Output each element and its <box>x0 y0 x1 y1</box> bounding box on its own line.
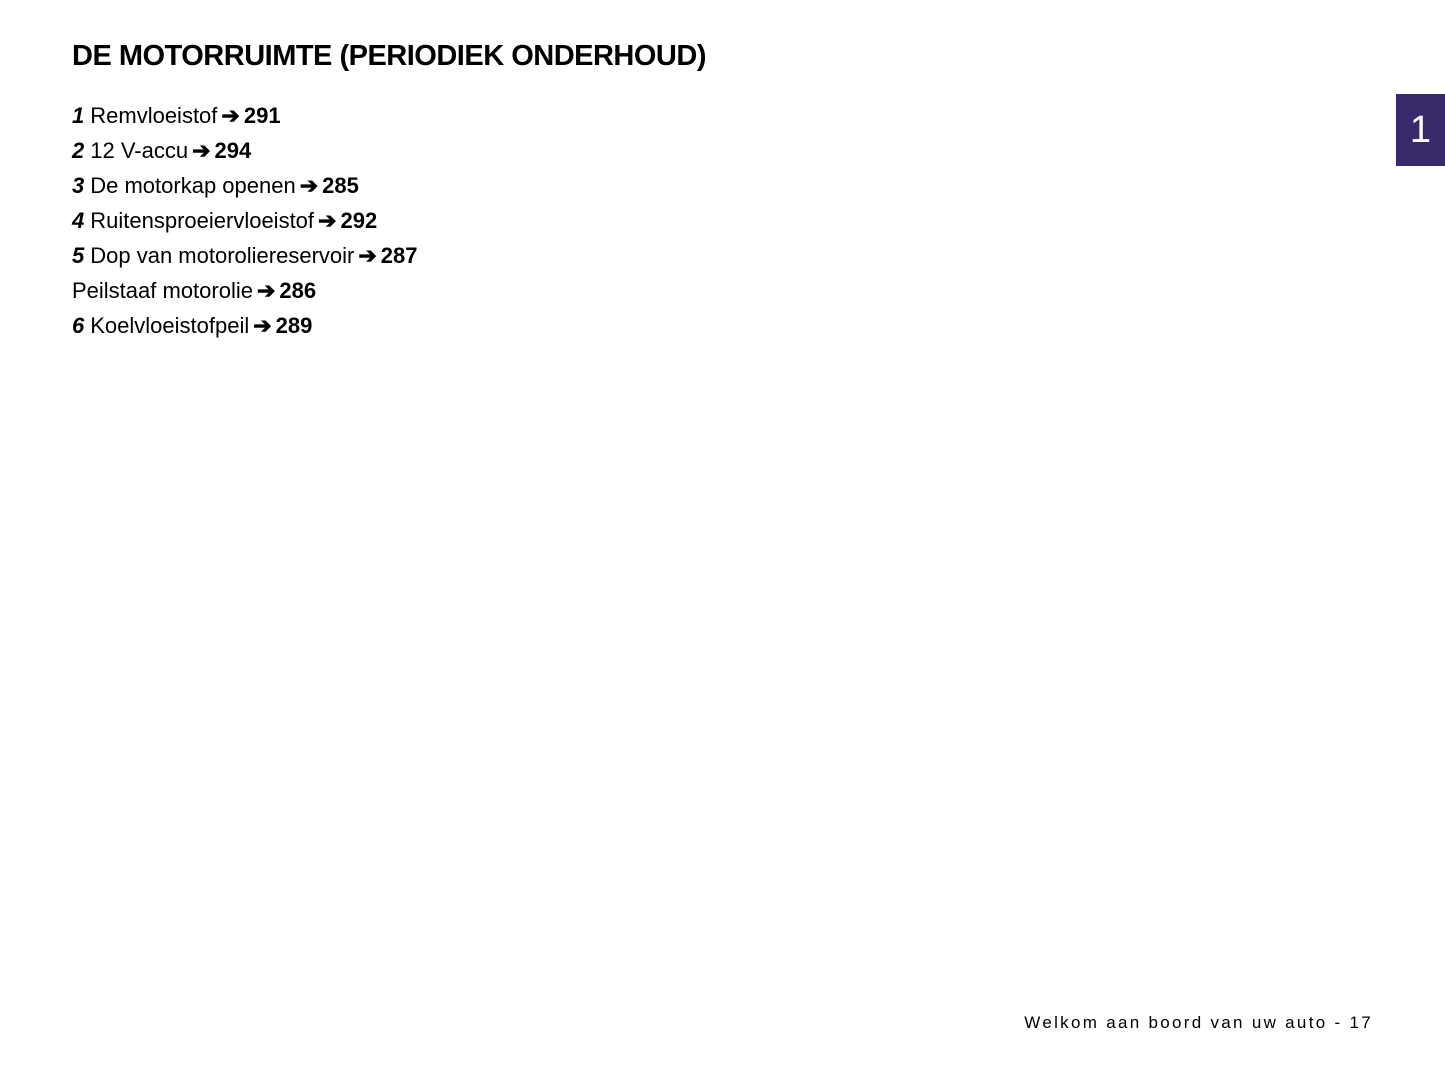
item-number: 3 <box>72 173 85 198</box>
page-reference-link[interactable]: 285 <box>322 173 359 198</box>
list-item <box>72 168 418 203</box>
page-reference-link[interactable]: 292 <box>340 208 378 233</box>
page-reference-link[interactable]: 291 <box>243 103 281 128</box>
item-label: Dop van motoroliereservoir <box>90 243 355 268</box>
arrow-right-icon: ➔ <box>299 173 319 198</box>
page-reference-link[interactable]: 289 <box>275 313 313 338</box>
arrow-right-icon: ➔ <box>256 278 276 303</box>
item-label: De motorkap openen <box>90 173 296 198</box>
item-label: Ruitensproeiervloeistof <box>90 208 315 233</box>
page-reference-link[interactable]: 294 <box>214 138 252 163</box>
list-item <box>72 238 418 273</box>
arrow-right-icon: ➔ <box>221 103 240 128</box>
item-number: 4 <box>72 208 85 233</box>
list-item <box>72 308 418 343</box>
arrow-right-icon: ➔ <box>358 243 377 268</box>
page-title: DE MOTORRUIMTE (PERIODIEK ONDERHOUD) <box>72 40 706 72</box>
chapter-tab <box>1396 94 1445 166</box>
item-label: Koelvloeistofpeil <box>90 313 250 338</box>
list-item <box>72 273 418 308</box>
chapter-number: 1 <box>1409 108 1432 151</box>
item-number: 1 <box>72 103 85 128</box>
arrow-right-icon: ➔ <box>192 138 211 163</box>
item-number: 2 <box>72 138 85 163</box>
arrow-right-icon: ➔ <box>318 208 337 233</box>
page-reference-link[interactable]: 286 <box>279 278 317 303</box>
maintenance-item-list <box>72 98 418 343</box>
list-item <box>72 133 418 168</box>
item-label: Remvloeistof <box>90 103 218 128</box>
arrow-right-icon: ➔ <box>253 313 272 338</box>
item-label: 12 V-accu <box>90 138 189 163</box>
item-label: Peilstaaf motorolie <box>72 278 253 303</box>
item-number: 6 <box>72 313 85 338</box>
page-footer: Welkom aan boord van uw auto - 17 <box>1024 1013 1373 1032</box>
list-item <box>72 203 418 238</box>
item-number: 5 <box>72 243 85 268</box>
page-reference-link[interactable]: 287 <box>380 243 418 268</box>
list-item <box>72 98 418 133</box>
